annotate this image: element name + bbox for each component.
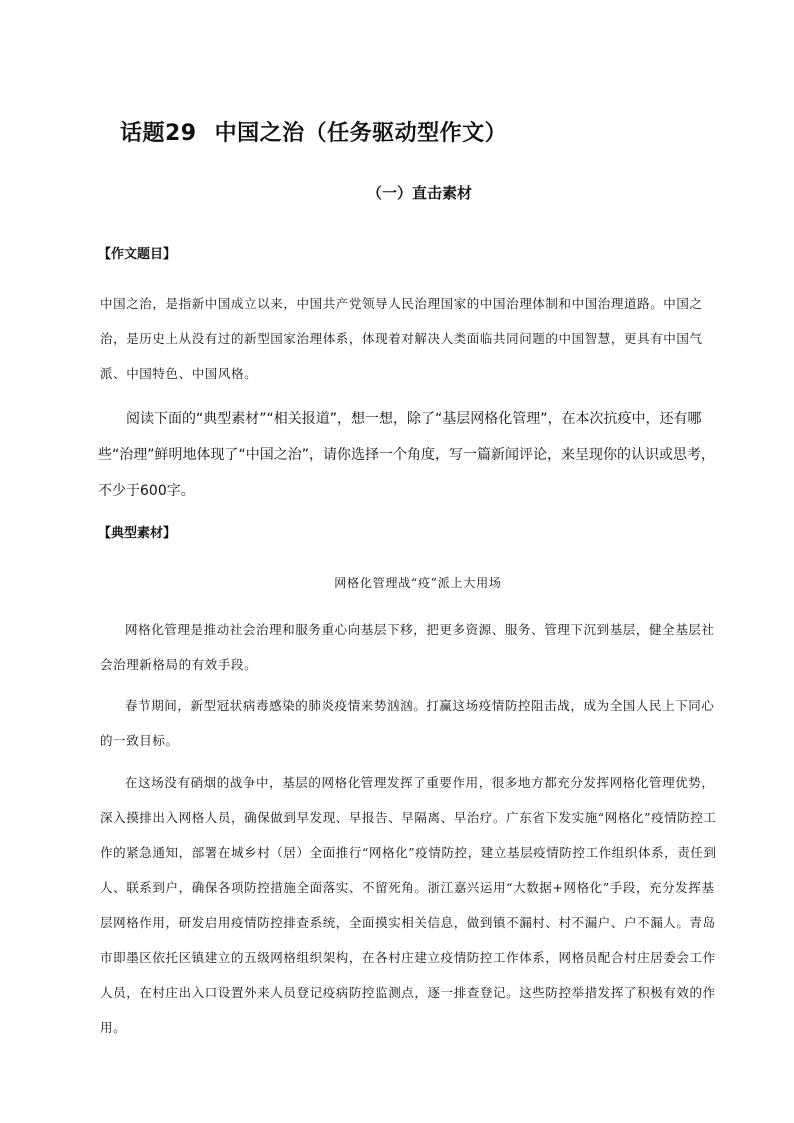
- topic-number: 话题29: [120, 121, 197, 146]
- prompt-paragraph-1: 中国之治，是指新中国成立以来，中国共产党领导人民治理国家的中国治理体制和中国治理道路。中国之治，是历史上从没有过的新型国家治理体系，体现着对解决人类面临共同问题的中国智慧，更具有中国气派、中国特色、中国风格。: [100, 296, 703, 381]
- material-section-label: 【典型素材】: [98, 526, 177, 541]
- section-subtitle: （一）直击素材: [366, 184, 472, 202]
- topic-title: 中国之治（任务驱动型作文）: [214, 121, 508, 146]
- article-title: 网格化管理战“疫”派上大用场: [334, 576, 502, 590]
- article-paragraph-1: 网格化管理是推动社会治理和服务重心向基层下移，把更多资源、服务、管理下沉到基层，健全基层社会治理新格局的有效手段。: [100, 622, 715, 672]
- page-title: [120, 116, 507, 147]
- prompt-section-label: 【作文题目】: [98, 247, 177, 262]
- article-paragraph-2: 春节期间，新型冠状病毒感染的肺炎疫情来势汹汹。打赢这场疫情防控阻击战，成为全国人民上下同心的一致目标。: [100, 698, 715, 748]
- prompt-paragraph-2: 阅读下面的“典型素材”“相关报道”，想一想，除了“基层网格化管理”，在本次抗疫中，还有哪些“治理”鲜明地体现了“中国之治”，请你选择一个角度，写一篇新闻评论，来呈现你的认识或思考，不少于600字。: [98, 411, 716, 499]
- article-paragraph-3: 在这场没有硝烟的战争中，基层的网格化管理发挥了重要作用，很多地方都充分发挥网格化管理优势，深入摸排出入网格人员，确保做到早发现、早报告、早隔离、早治疗。广东省下发实施“网格化”疫情防控工作的紧急通知，部署在城乡村（居）全面推行“网格化”疫情防控，建立基层疫情防控工作组织体系，责任到人、联系到户，确保各项防控措施全面落实、不留死角。浙江嘉兴运用“大数据+网格化”手段，充分发挥基层网格作用，研发启用疫情防控排查系统，全面摸实相关信息，做到镇不漏村、村不漏户、户不漏人。青岛市即墨区依托区镇建立的五级网格组织架构，在各村庄建立疫情防控工作体系，网格员配合村庄居委会工作人员，在村庄出入口设置外来人员登记疫病防控监测点，逐一排查登记。这些防控举措发挥了积极有效的作用。: [100, 775, 717, 1035]
